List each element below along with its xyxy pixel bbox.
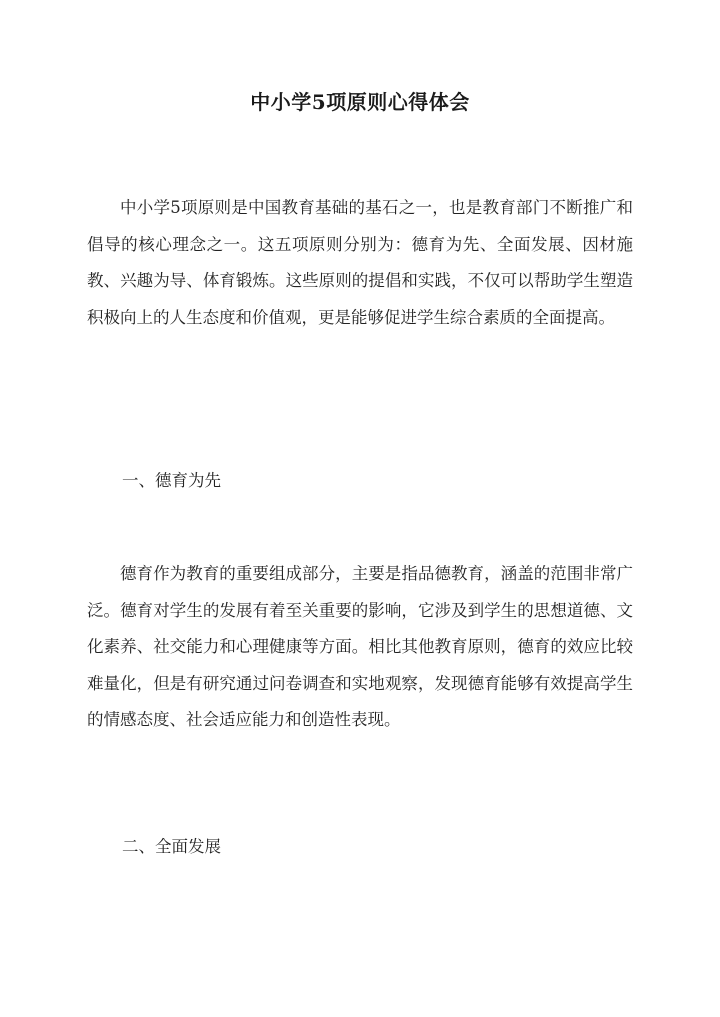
- section-heading-moral-education: 一、德育为先: [122, 471, 221, 490]
- section-heading-all-round-development: 二、全面发展: [122, 837, 221, 856]
- intro-paragraph: 中小学5项原则是中国教育基础的基石之一，也是教育部门不断推广和倡导的核心理念之一。这五项原则分别为：德育为先、全面发展、因材施教、兴趣为导、体育锻炼。这些原则的提倡和实践，不仅可以帮助学生塑造积极向上的人生态度和价值观，更是能够促进学生综合素质的全面提高。: [87, 198, 633, 327]
- moral-education-paragraph: 德育作为教育的重要组成部分，主要是指品德教育，涵盖的范围非常广泛。德育对学生的发展有着至关重要的影响，它涉及到学生的思想道德、文化素养、社交能力和心理健康等方面。相比其他教育原则，德育的效应比较难量化，但是有研究通过问卷调查和实地观察，发现德育能够有效提高学生的情感态度、社会适应能力和创造性表现。: [87, 564, 633, 730]
- document-title: 中小学5项原则心得体会: [250, 90, 470, 114]
